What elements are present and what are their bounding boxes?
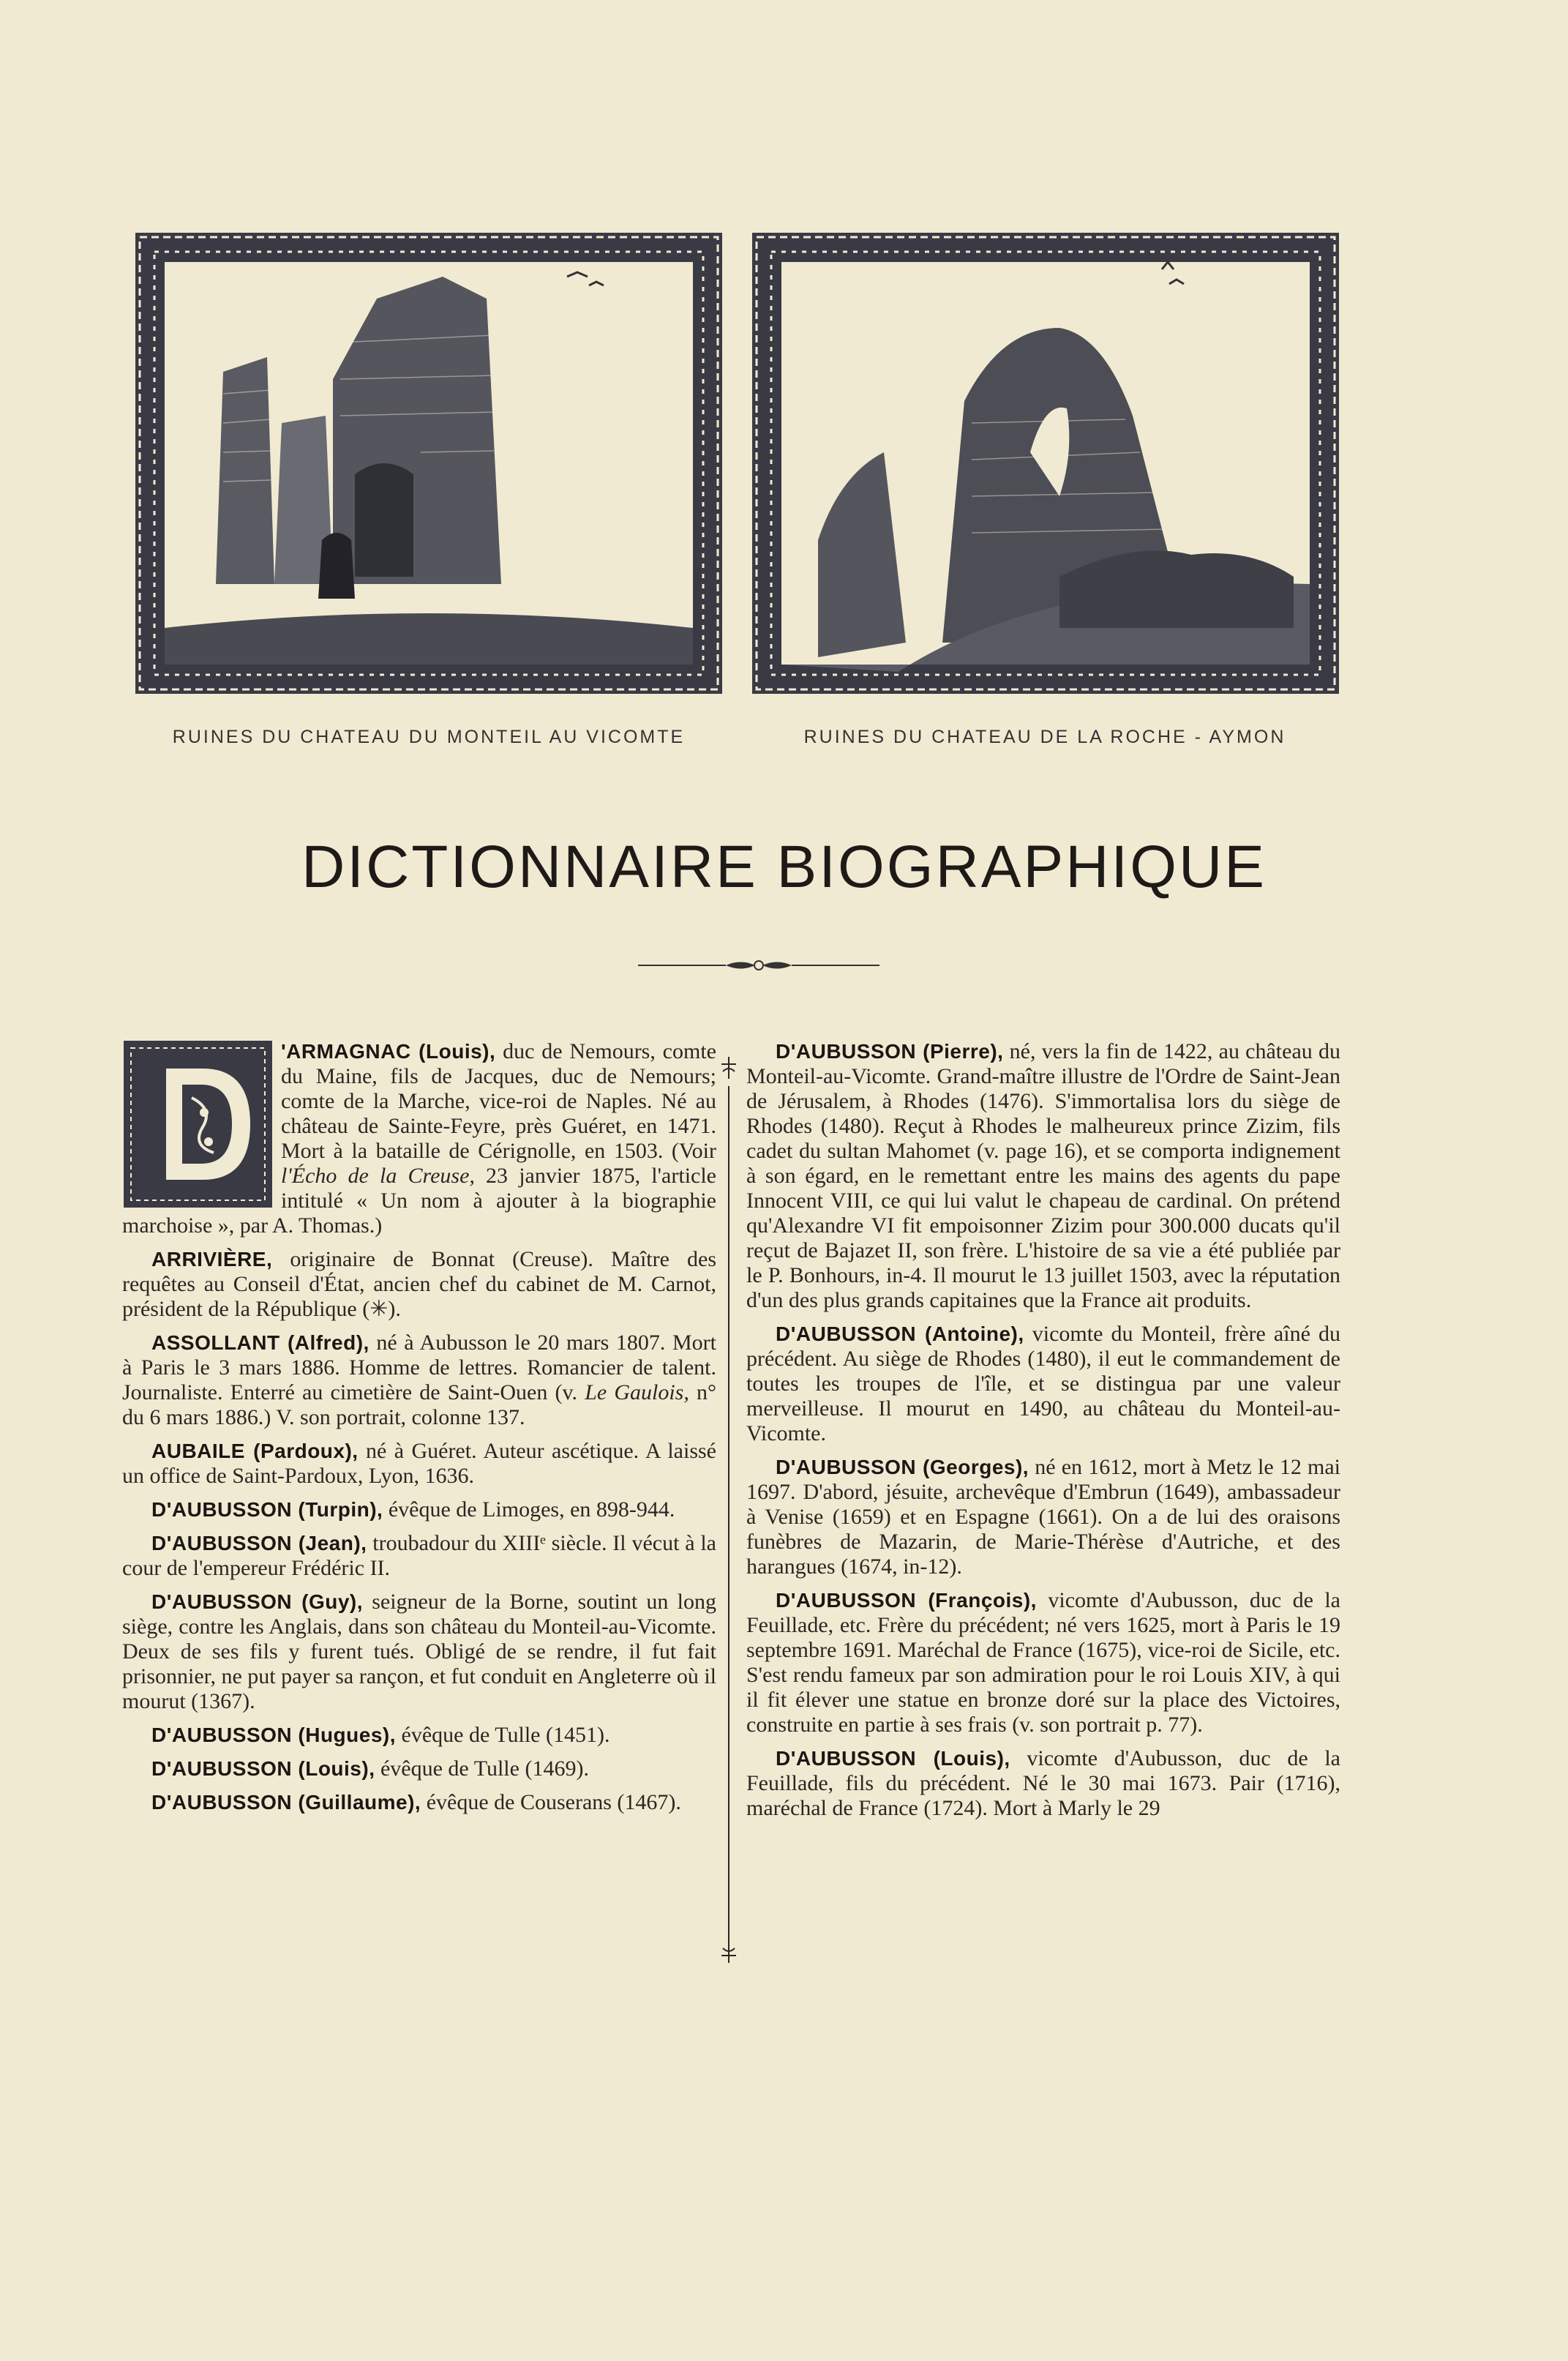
entry-aubaile: AUBAILE (Pardoux), né à Guéret. Auteur ascétique. A laissé un office de Saint-Pardoux, Lyon, 1636. [122, 1439, 716, 1488]
caption-monteil: RUINES DU CHATEAU DU MONTEIL AU VICOMTE [172, 727, 686, 747]
entry-aubusson-louis-tulle: D'AUBUSSON (Louis), évêque de Tulle (1469). [151, 1756, 589, 1781]
left-column [122, 1039, 716, 1824]
entry-aubusson-georges: D'AUBUSSON (Georges), né en 1612, mort à Metz le 12 mai 1697. D'abord, jésuite, archevêque d'Embrun (1649), ambassadeur à Venise (1659) et en Espagne (1661). On a de lui des oraisons funèbres de Mazarin, de Marie-Thérèse d'Autriche, et des harangues (1674, in-12). [746, 1455, 1340, 1579]
rule-bottom-ornament [719, 1939, 739, 1964]
entry-assollant: ASSOLLANT (Alfred), né à Aubusson le 20 mars 1807. Mort à Paris le 3 mars 1886. Homme de lettres. Romancier de talent. Journaliste. Enterré au cimetière de Saint-Ouen (v. Le Gaulois, n° du 6 mars 1886.) V. son portrait, colonne 137. [122, 1331, 717, 1429]
entry-aubusson-louis-feuillade: D'AUBUSSON (Louis), vicomte d'Aubusson, duc de la Feuillade, fils du précédent. Né le 30 mai 1673. Pair (1716), maréchal de France (1724). Mort à Marly le 29 [746, 1746, 1341, 1820]
entry-aubusson-antoine: D'AUBUSSON (Antoine), vicomte du Monteil, frère aîné du précédent. Au siège de Rhodes (1480), il eut le commandement de toutes les troupes de l'île, et se distingua par une valeur merveilleuse. Il mourut en 1490, au château du Monteil-au-Vicomte. [746, 1322, 1340, 1445]
entry-aubusson-hugues: D'AUBUSSON (Hugues), évêque de Tulle (1451). [151, 1723, 610, 1747]
right-column [746, 1039, 1340, 1830]
entry-aubusson-francois: D'AUBUSSON (François), vicomte d'Aubusson, duc de la Feuillade, etc. Frère du précédent; né vers 1625, mort à Paris le 19 septembre 1691. Maréchal de France (1675), vice-roi de Sicile, etc. S'est rendu fameux par son admiration pour le roi Louis XIV, à qui il fit élever une statue en bronze doré sur la place des Victoires, construite en partie à ses frais (v. son portrait p. 77). [746, 1588, 1340, 1737]
entry-armagnac: 'ARMAGNAC (Louis), duc de Nemours, comte du Maine, fils de Jacques, duc de Nemours; comte de la Marche, vice-roi de Naples. Né au château de Sainte-Feyre, près Guéret, en 1471. Mort à la bataille de Cérignolle, en 1503. (Voir l'Écho de la Creuse, 23 janvier 1875, l'article intitulé « Un nom à ajouter à la biographie marchoise », par A. Thomas.) [122, 1039, 716, 1238]
page-title: DICTIONNAIRE BIOGRAPHIQUE [301, 834, 1267, 900]
engraving-roche-aymon-ruins [752, 233, 1339, 694]
entry-aubusson-jean: D'AUBUSSON (Jean), troubadour du XIIIᵉ siècle. Il vécut à la cour de l'empereur Frédéric II. [122, 1531, 717, 1580]
entry-aubusson-guillaume: D'AUBUSSON (Guillaume), évêque de Couserans (1467). [151, 1790, 681, 1814]
entry-aubusson-pierre: D'AUBUSSON (Pierre), né, vers la fin de 1422, au château du Monteil-au-Vicomte. Grand-maître illustre de l'Ordre de Saint-Jean de Jérusalem, à Rhodes (1476). S'immortalisa lors du siège de Rhodes (1480). Reçut à Rhodes le malheureux prince Zizim, fils cadet du sultan Mahomet (v. page 16), et se comporta indignement à son égard, en le remettant entre les mains des agents du pape Innocent VIII, ce qui lui valut le chapeau de cardinal. On prétend qu'Alexandre VI fit empoisonner Zizim pour 300.000 ducats qu'il reçut de Bajazet II, son frère. L'histoire de sa vie a été publiée par le P. Bonhours, in-4. Il mourut le 13 juillet 1503, avec la réputation d'un des plus grands capitaines que la France ait produits. [746, 1039, 1341, 1312]
entry-aubusson-guy: D'AUBUSSON (Guy), seigneur de la Borne, soutint un long siège, contre les Anglais, dans son château du Monteil-au-Vicomte. Deux de ses fils y furent tués. Obligé de se rendre, il fut fait prisonnier, ne put payer sa rançon, et fut conduit en Angleterre où il mourut (1367). [122, 1590, 716, 1713]
entry-aubusson-turpin: D'AUBUSSON (Turpin), évêque de Limoges, en 898-944. [151, 1497, 675, 1522]
engraving-monteil-ruins [135, 233, 722, 694]
entry-arriviere: ARRIVIÈRE, originaire de Bonnat (Creuse). Maître des requêtes au Conseil d'État, ancien chef du cabinet de M. Carnot, président de la République (✳). [122, 1247, 716, 1321]
caption-roche-aymon: RUINES DU CHATEAU DE LA ROCHE - AYMON [803, 727, 1286, 747]
dropcap-letter-d [122, 1039, 274, 1209]
fleuron-ornament [638, 956, 879, 975]
entry-name: 'ARMAGNAC (Louis), [281, 1040, 496, 1063]
column-rule [728, 1086, 729, 1945]
rule-top-ornament [719, 1055, 739, 1080]
